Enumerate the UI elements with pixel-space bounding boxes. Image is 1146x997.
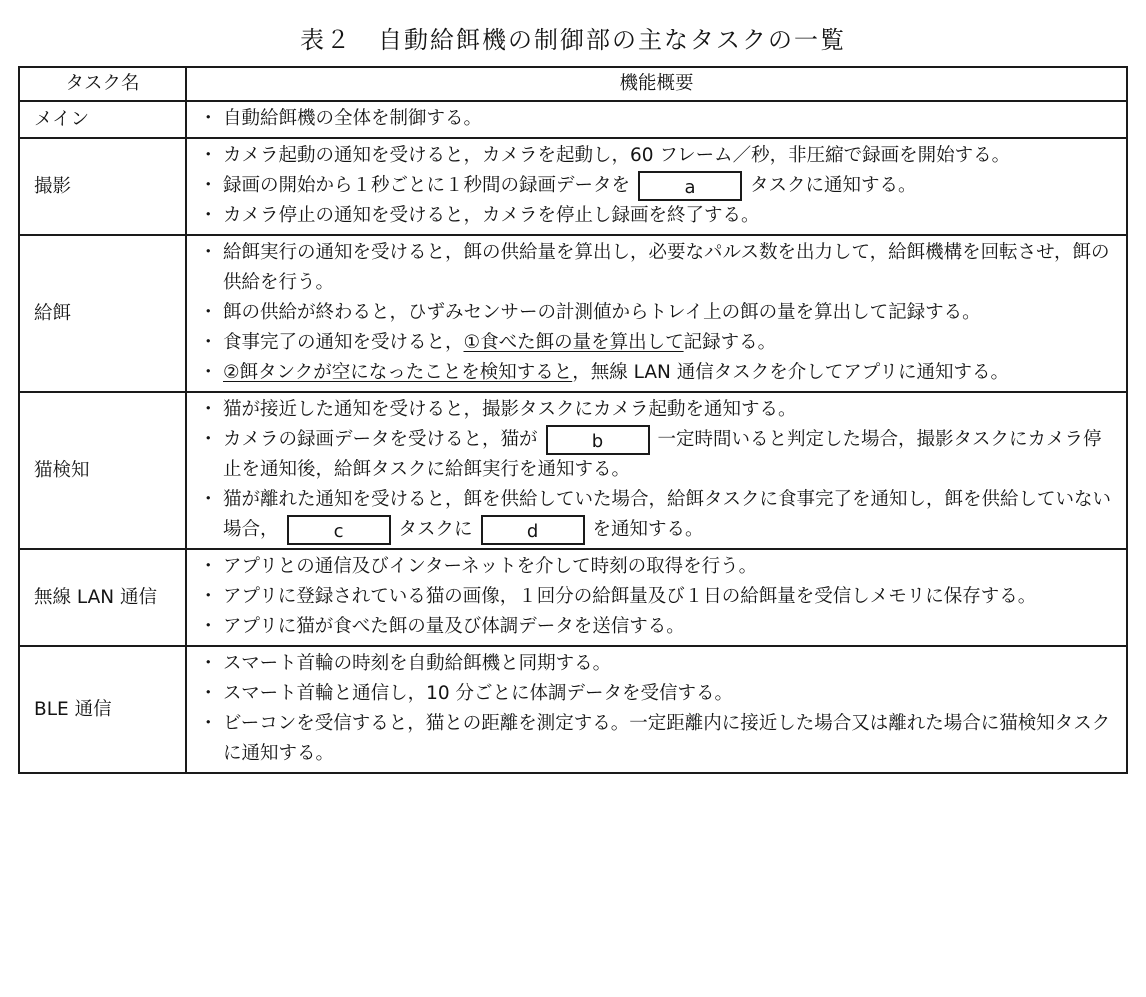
- desc-item: [195, 425, 1114, 485]
- task-name-catdetect: 猫検知: [19, 392, 186, 549]
- desc-text: ，無線 LAN 通信タスクを介してアプリに通知する。: [572, 362, 1009, 383]
- bullet: ・: [199, 108, 218, 129]
- desc-text: 一定時間いると判定した場合，撮影タスクにカメラ停止を通知後，給餌タスクに給餌実行を通知する。: [223, 429, 1102, 480]
- bullet: ・: [199, 362, 218, 383]
- bullet: ・: [199, 556, 218, 577]
- bullet: ・: [199, 205, 218, 226]
- desc-text: アプリに猫が食べた餌の量及び体調データを送信する。: [223, 616, 685, 637]
- desc-item: [195, 298, 1114, 328]
- bullet: ・: [199, 713, 218, 734]
- desc-text: 給餌実行の通知を受けると，餌の供給量を算出し，必要なパルス数を出力して，給餌機構を回転させ，餌の供給を行う。: [223, 242, 1110, 293]
- bullet: ・: [199, 586, 218, 607]
- desc-text: タスクに通知する。: [750, 175, 917, 196]
- blank-d: d: [481, 515, 585, 545]
- desc-text: スマート首輪の時刻を自動給餌機と同期する。: [223, 653, 612, 674]
- table-row-feeding: [19, 235, 1127, 392]
- desc-text: 記録する。: [683, 332, 777, 353]
- task-desc-catdetect: [186, 392, 1127, 549]
- task-desc-camera: [186, 138, 1127, 235]
- desc-item: [195, 552, 1114, 582]
- desc-text: 録画の開始から１秒ごとに１秒間の録画データを: [223, 175, 631, 196]
- desc-item: [195, 141, 1114, 171]
- desc-item: [195, 358, 1114, 388]
- desc-item: [195, 238, 1114, 298]
- desc-item: [195, 582, 1114, 612]
- blank-c: c: [287, 515, 391, 545]
- underlined-phrase-1: ①食べた餌の量を算出して: [463, 332, 684, 353]
- table-row-main: [19, 101, 1127, 138]
- task-desc-wlan: [186, 549, 1127, 646]
- table-caption: 表２ 自動給餌機の制御部の主なタスクの一覧: [300, 26, 846, 54]
- desc-item: [195, 395, 1114, 425]
- task-name-ble: BLE 通信: [19, 646, 186, 773]
- table-row-ble: [19, 646, 1127, 773]
- bullet: ・: [199, 616, 218, 637]
- desc-text: アプリに登録されている猫の画像，１回分の給餌量及び１日の給餌量を受信しメモリに保存する。: [223, 586, 1037, 607]
- desc-text: アプリとの通信及びインターネットを介して時刻の取得を行う。: [223, 556, 758, 577]
- desc-text: タスクに: [398, 519, 473, 540]
- desc-text: 猫が接近した通知を受けると，撮影タスクにカメラ起動を通知する。: [223, 399, 797, 420]
- task-name-camera: 撮影: [19, 138, 186, 235]
- bullet: ・: [199, 683, 218, 704]
- blank-b: b: [546, 425, 650, 455]
- task-table: [18, 66, 1128, 774]
- desc-text: 自動給餌機の全体を制御する。: [223, 108, 483, 129]
- bullet: ・: [199, 302, 218, 323]
- bullet: ・: [199, 242, 218, 263]
- desc-text: 餌の供給が終わると，ひずみセンサーの計測値からトレイ上の餌の量を算出して記録する。: [223, 302, 981, 323]
- desc-text: カメラ起動の通知を受けると，カメラを起動し，60 フレーム／秒，非圧縮で録画を開始する。: [223, 145, 1011, 166]
- desc-text: 猫が離れた通知を受けると，餌を供給していた場合，給餌タスクに食事完了を通知し，餌を供給していない場合，: [223, 489, 1112, 540]
- desc-item: [195, 104, 1114, 134]
- table-row-camera: [19, 138, 1127, 235]
- table-row-wlan: [19, 549, 1127, 646]
- desc-text: カメラ停止の通知を受けると，カメラを停止し録画を終了する。: [223, 205, 760, 226]
- desc-text: 食事完了の通知を受けると，: [223, 332, 464, 353]
- task-name-wlan: 無線 LAN 通信: [19, 549, 186, 646]
- desc-item: [195, 201, 1114, 231]
- desc-text: を通知する。: [592, 519, 704, 540]
- bullet: ・: [199, 145, 218, 166]
- bullet: ・: [199, 175, 218, 196]
- desc-item: [195, 171, 1114, 201]
- blank-a: a: [638, 171, 742, 201]
- desc-text: ビーコンを受信すると，猫との距離を測定する。一定距離内に接近した場合又は離れた場合に猫検知タスクに通知する。: [223, 713, 1111, 764]
- task-desc-feeding: [186, 235, 1127, 392]
- header-task-name: タスク名: [19, 67, 186, 101]
- desc-item: [195, 709, 1114, 769]
- desc-item: [195, 485, 1114, 545]
- desc-item: [195, 612, 1114, 642]
- bullet: ・: [199, 399, 218, 420]
- header-row: [19, 67, 1127, 101]
- underlined-phrase-2: ②餌タンクが空になったことを検知すると: [223, 362, 573, 383]
- bullet: ・: [199, 489, 218, 510]
- task-name-main: メイン: [19, 101, 186, 138]
- desc-text: カメラの録画データを受けると，猫が: [223, 429, 538, 450]
- header-function-summary: 機能概要: [186, 67, 1127, 101]
- bullet: ・: [199, 653, 218, 674]
- desc-text: スマート首輪と通信し，10 分ごとに体調データを受信する。: [223, 683, 734, 704]
- task-name-feeding: 給餌: [19, 235, 186, 392]
- desc-item: [195, 328, 1114, 358]
- bullet: ・: [199, 332, 218, 353]
- desc-item: [195, 649, 1114, 679]
- task-desc-ble: [186, 646, 1127, 773]
- bullet: ・: [199, 429, 218, 450]
- task-desc-main: [186, 101, 1127, 138]
- desc-item: [195, 679, 1114, 709]
- table-row-catdetect: [19, 392, 1127, 549]
